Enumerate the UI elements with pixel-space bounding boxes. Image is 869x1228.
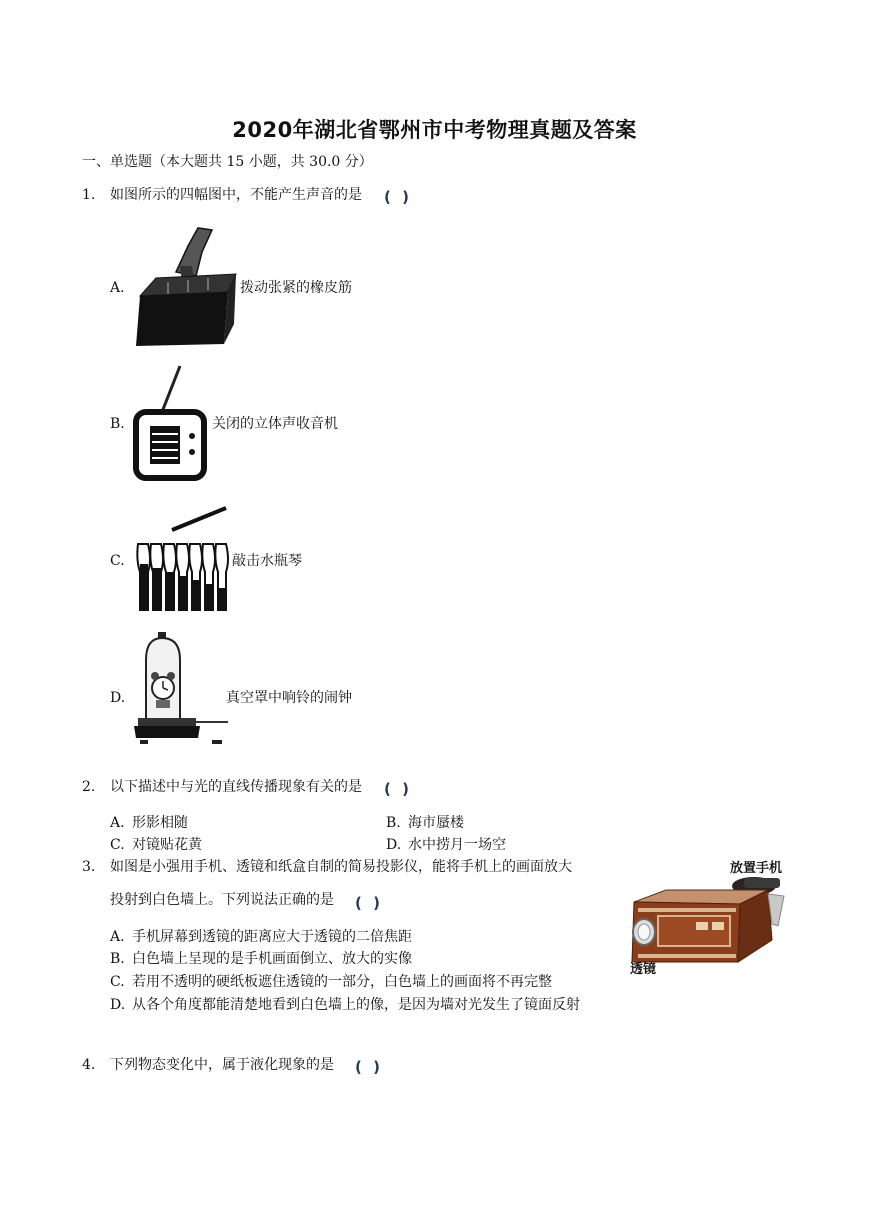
section-header: 一、单选题（本大题共 15 小题，共 30.0 分） [82,154,373,170]
q1-option-d-text: 真空罩中响铃的闹钟 [226,690,352,706]
q1-answer-paren: ( ) [384,188,412,206]
rubber-band-box-icon [132,226,238,350]
q2-answer-paren: ( ) [384,780,412,798]
q3-option-d-text: 从各个角度都能清楚地看到白色墙上的像，是因为墙对光发生了镜面反射 [132,997,580,1013]
q3-option-d-letter: D. [110,997,126,1013]
q1-option-c-letter: C. [110,553,125,569]
q4-answer-paren: ( ) [355,1058,383,1076]
q1-option-c-text: 敲击水瓶琴 [232,553,302,569]
water-bottles-icon [132,502,230,614]
q3-answer-paren: ( ) [355,894,383,912]
bell-jar-clock-icon [132,630,230,748]
q3-option-c-letter: C. [110,974,125,990]
q2-option-c-text: 对镜贴花黄 [132,837,202,853]
q3-image-label-phone: 放置手机 [730,861,783,876]
q3-number: 3. [82,859,96,875]
q3-option-c-text: 若用不透明的硬纸板遮住透镜的一部分，白色墙上的画面将不再完整 [132,974,552,990]
q3-option-a-text: 手机屏幕到透镜的距离应大于透镜的二倍焦距 [132,929,412,945]
q1-option-a-letter: A. [110,280,125,296]
q2-option-d-letter: D. [386,837,402,853]
q4-text: 下列物态变化中，属于液化现象的是 [110,1057,334,1073]
q1-option-b-text: 关闭的立体声收音机 [212,416,338,432]
q1-option-a-text: 拨动张紧的橡皮筋 [240,280,352,296]
q4-number: 4. [82,1057,96,1073]
q2-number: 2. [82,779,96,795]
q2-option-b-text: 海市蜃楼 [408,815,464,831]
q3-image-label-lens: 透镜 [630,962,657,977]
q1-option-d-letter: D. [110,690,126,706]
q3-text-line2: 投射到白色墙上。下列说法正确的是 [110,892,334,908]
radio-icon [132,362,208,484]
q2-option-a-text: 形影相随 [132,815,188,831]
q3-option-a-letter: A. [110,929,125,945]
q2-text: 以下描述中与光的直线传播现象有关的是 [110,779,362,795]
q2-option-d-text: 水中捞月一场空 [408,837,506,853]
page-title: 2020年湖北省鄂州市中考物理真题及答案 [232,118,637,142]
q1-text: 如图所示的四幅图中，不能产生声音的是 [110,187,362,203]
q3-text-line1: 如图是小强用手机、透镜和纸盒自制的简易投影仪，能将手机上的画面放大 [110,859,572,875]
q2-option-c-letter: C. [110,837,125,853]
q2-option-a-letter: A. [110,815,125,831]
q3-option-b-text: 白色墙上呈现的是手机画面倒立、放大的实像 [132,951,412,967]
q3-option-b-letter: B. [110,951,125,967]
q1-option-b-letter: B. [110,416,125,432]
phone-projector-box-icon [628,874,788,964]
q2-option-b-letter: B. [386,815,401,831]
q1-number: 1. [82,187,96,203]
